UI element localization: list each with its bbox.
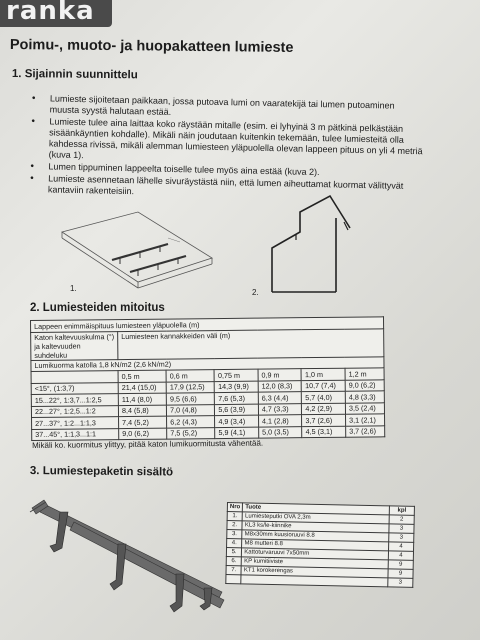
item-product: KP kumitiiviste: [242, 557, 389, 569]
item-num: 3.: [227, 530, 243, 539]
value-cell: 4,8 (3,3): [345, 391, 384, 403]
item-qty: 2: [389, 515, 414, 525]
value-cell: 7,0 (4,8): [167, 404, 215, 416]
item-product: KL3 ks/le-kiinnike: [242, 521, 389, 533]
spacing-header-cell: 0,5 m: [118, 370, 166, 382]
item-product: KT1 korokerengas: [241, 566, 388, 578]
value-cell: 8,4 (5,8): [118, 405, 166, 417]
spacing-header-cell: 0,75 m: [214, 369, 258, 381]
item-qty: 3: [388, 578, 413, 588]
table-caption: Lappeen enimmäispituus lumiesteen yläpuolella (m): [31, 317, 384, 332]
value-cell: 9,5 (6,6): [166, 393, 214, 405]
spacing-header-cell: 1,2 m: [345, 368, 384, 380]
item-qty: 4: [388, 551, 413, 561]
item-qty: 9: [388, 560, 413, 570]
value-cell: 10,7 (7,4): [302, 380, 346, 392]
bullet-item: • Lumen tippuminen lappeelta toiselle tulee myös aina estää (kuva 2).: [28, 161, 423, 180]
value-cell: 11,4 (8,0): [118, 393, 166, 405]
value-cell: 4,9 (3,4): [215, 415, 259, 427]
value-cell: 17,9 (12,5): [166, 381, 214, 393]
value-cell: 5,6 (3,9): [215, 404, 259, 416]
item-product: Lumiesteputki OVA 2,3m: [242, 512, 389, 524]
spacing-header-cell: 0,9 m: [258, 369, 302, 381]
bullet-item: • Lumieste sijoitetaan paikkaan, jossa putoava lumi on vaaratekijä tai lumen putoaminen muusta syystä halutaan estää.: [30, 93, 425, 123]
section-3-title: 3. Lumiestepaketin sisältö: [29, 465, 174, 479]
item-qty: 3: [389, 524, 414, 534]
section-2-title: 2. Lumiesteiden mitoitus: [30, 302, 165, 314]
item-num: 6.: [226, 556, 242, 565]
value-cell: 4,2 (2,9): [302, 403, 346, 415]
snow-load-label: Lumikuorma katolla 1,8 kN/m2 (2,6 kN/m2): [31, 356, 384, 371]
value-cell: 3,5 (2,4): [345, 402, 384, 414]
value-cell: 3,7 (2,6): [346, 425, 385, 437]
spacing-column-header: Lumiesteen kannakkeiden väli (m): [118, 328, 384, 359]
item-num: 4.: [227, 539, 243, 548]
item-product: M8 mutteri 8.8: [242, 539, 389, 551]
spacing-header-cell: 0,6 m: [166, 370, 214, 382]
item-product: Kattoturvaruuvi 7x50mm: [242, 548, 389, 560]
value-cell: 21,4 (15,0): [118, 382, 166, 394]
angle-cell: 37...45°, 1:1,3...1:1: [32, 428, 119, 440]
value-cell: 6,3 (4,4): [258, 392, 302, 404]
item-qty: 4: [389, 542, 414, 552]
item-num: 5.: [226, 548, 242, 557]
item-num: 1.: [227, 512, 243, 521]
value-cell: 5,0 (3,5): [259, 426, 303, 438]
section-1-title: 1. Sijainnin suunnittelu: [11, 68, 138, 82]
value-cell: 3,1 (2,1): [345, 414, 384, 426]
value-cell: 3,7 (2,6): [302, 414, 346, 426]
value-cell: 7,5 (5,2): [167, 427, 215, 439]
item-qty: 3: [389, 533, 414, 543]
package-contents-table: [225, 502, 415, 588]
bullet-item: • Lumieste asennetaan lähelle sivuräystästä niin, että lumen aiheuttamat kuormat välittyvät kantaviin rakenteisiin.: [28, 173, 423, 203]
value-cell: 7,6 (5,3): [215, 392, 259, 404]
figure-1-label: 1.: [70, 284, 77, 293]
value-cell: 5,9 (4,1): [215, 427, 259, 439]
load-note: Mikäli ko. kuormitus ylittyy, pitää katon lumikuormitusta vähentää.: [32, 438, 264, 450]
header-num: Nro: [227, 503, 243, 512]
value-cell: 14,3 (9,9): [214, 381, 258, 393]
angle-cell: 15...22°, 1:3,7...1:2,5: [31, 394, 118, 406]
value-cell: 5,7 (4,0): [302, 391, 346, 403]
figure-2-label: 2.: [252, 288, 259, 297]
spacing-header-cell: 1,0 m: [301, 368, 345, 380]
item-qty: 9: [388, 569, 413, 579]
angle-cell: 27...37°, 1:2...1:1,3: [32, 417, 119, 429]
header-qty: kpl: [389, 506, 414, 516]
item-num: [226, 574, 242, 583]
item-product: M8x30mm kuusioruuvi 8.8: [242, 530, 389, 542]
value-cell: 6,2 (4,3): [167, 416, 215, 428]
item-num: 7.: [226, 565, 242, 574]
bullet-item: • Lumieste tulee aina laittaa koko räystään mitalle (esim. ei lyhyinä 3 m pätkinä pelkästään sisäänkäyntien kohdalle). Mikäli näin joudutaan kuitenkin tekemään, tulee lumiesteitä olla kahdessa rivissä, mikäli alemman lumiesteen yläpuolella olevan lappeen pituus on yli 4 metriä (kuva 1).: [29, 116, 425, 168]
header-product: Tuote: [243, 503, 390, 515]
logo-text: ranka: [6, 0, 95, 26]
value-cell: 4,7 (3,3): [258, 403, 302, 415]
value-cell: 4,1 (2,8): [258, 415, 302, 427]
angle-cell: <15°, (1:3,7): [31, 382, 118, 394]
angle-column-header: Katon kaltevuuskulma (°) ja kaltevuuden suhdeluku: [31, 331, 118, 360]
value-cell: 7,4 (5,2): [119, 416, 167, 428]
document-title: Poimu-, muoto- ja huopakatteen lumieste: [9, 37, 294, 56]
value-cell: 12,0 (8,3): [258, 380, 302, 392]
value-cell: 9,0 (6,2): [345, 379, 384, 391]
item-num: 2.: [227, 521, 243, 530]
angle-cell: 22...27°, 1:2,5...1:2: [31, 405, 118, 417]
value-cell: 9,0 (6,2): [119, 428, 167, 440]
value-cell: 4,5 (3,1): [302, 426, 346, 438]
